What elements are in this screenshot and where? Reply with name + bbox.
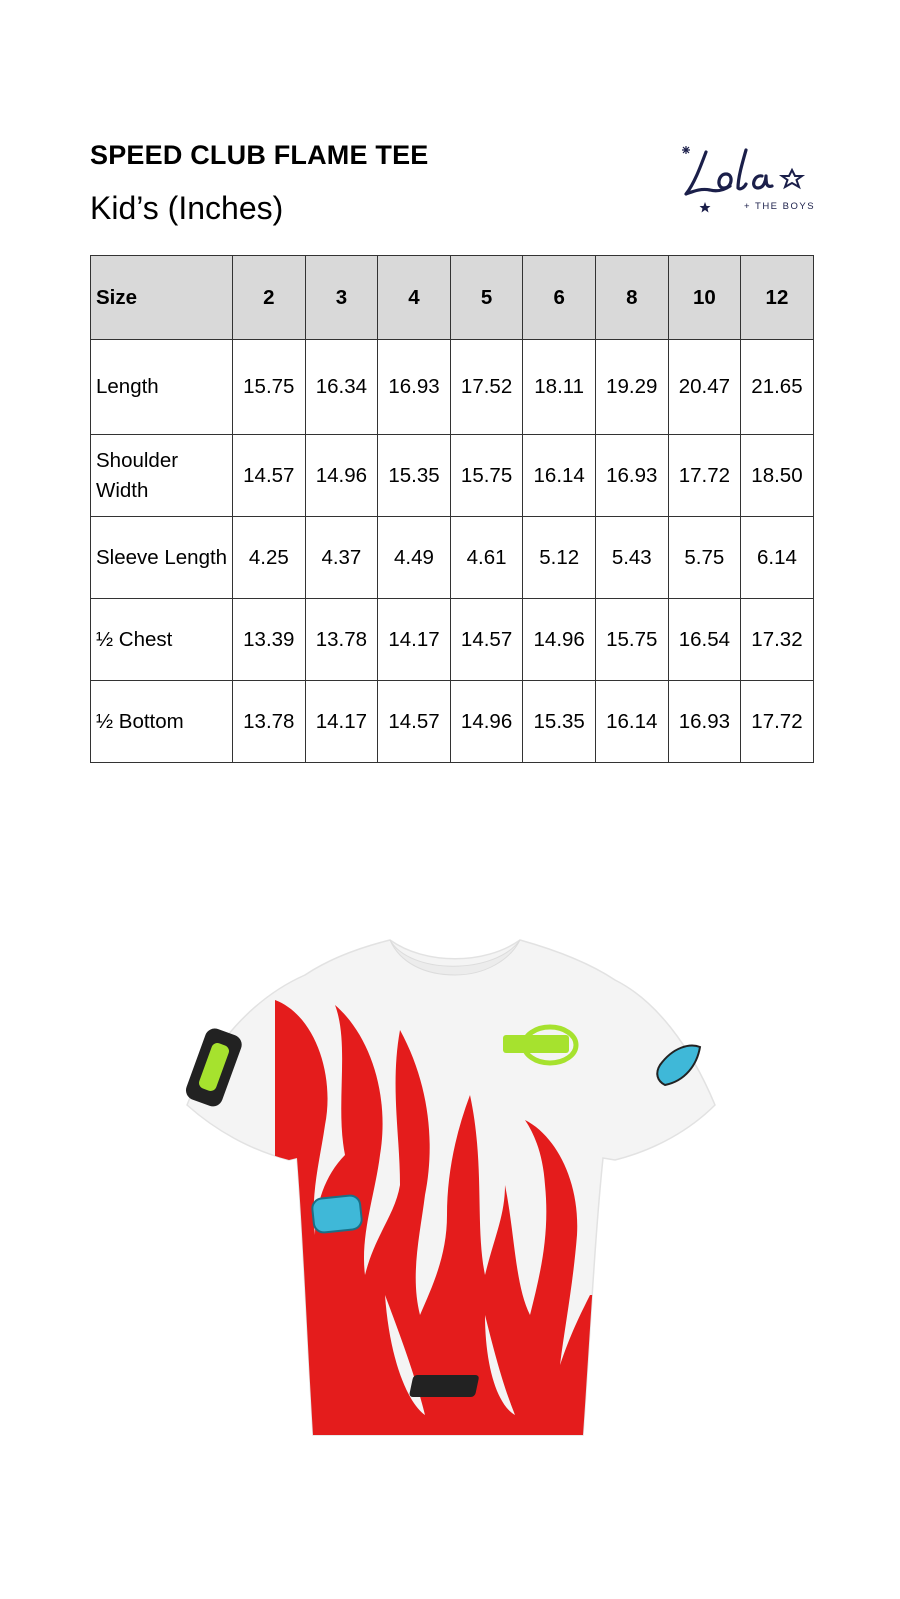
size-col-header: 8 xyxy=(595,256,668,340)
row-label: ½ Chest xyxy=(91,599,233,681)
table-cell: 13.78 xyxy=(233,681,306,763)
table-cell: 17.52 xyxy=(450,340,523,435)
product-title: SPEED CLUB FLAME TEE xyxy=(90,140,429,170)
table-row xyxy=(91,435,814,517)
table-cell: 16.34 xyxy=(305,340,378,435)
table-cell: 14.57 xyxy=(233,435,306,517)
number-patch xyxy=(311,1195,362,1234)
table-row xyxy=(91,681,814,763)
table-cell: 17.72 xyxy=(668,435,741,517)
size-col-header: 3 xyxy=(305,256,378,340)
size-col-header: 12 xyxy=(741,256,814,340)
table-cell: 17.32 xyxy=(741,599,814,681)
size-col-header: 5 xyxy=(450,256,523,340)
table-cell: 6.14 xyxy=(741,517,814,599)
row-label: Length xyxy=(91,340,233,435)
table-cell: 16.14 xyxy=(595,681,668,763)
table-cell: 15.35 xyxy=(378,435,451,517)
row-label: Sleeve Length xyxy=(91,517,233,599)
table-cell: 16.93 xyxy=(378,340,451,435)
table-cell: 13.78 xyxy=(305,599,378,681)
size-col-header: 2 xyxy=(233,256,306,340)
table-cell: 16.93 xyxy=(668,681,741,763)
size-header-label: Size xyxy=(91,256,233,340)
brand-logo xyxy=(678,140,818,230)
table-cell: 13.39 xyxy=(233,599,306,681)
table-cell: 4.37 xyxy=(305,517,378,599)
table-cell: 14.57 xyxy=(450,599,523,681)
size-header-row xyxy=(91,256,814,340)
table-row xyxy=(91,599,814,681)
table-cell: 14.96 xyxy=(450,681,523,763)
table-cell: 16.93 xyxy=(595,435,668,517)
table-cell: 5.75 xyxy=(668,517,741,599)
table-cell: 5.12 xyxy=(523,517,596,599)
table-cell: 4.61 xyxy=(450,517,523,599)
chart-subtitle: Kid’s (Inches) xyxy=(90,190,284,226)
table-cell: 14.57 xyxy=(378,681,451,763)
table-cell: 18.50 xyxy=(741,435,814,517)
table-cell: 14.17 xyxy=(378,599,451,681)
table-row xyxy=(91,517,814,599)
row-label: ½ Bottom xyxy=(91,681,233,763)
table-cell: 16.54 xyxy=(668,599,741,681)
table-cell: 15.75 xyxy=(450,435,523,517)
table-cell: 21.65 xyxy=(741,340,814,435)
table-cell: 14.96 xyxy=(523,599,596,681)
table-cell: 15.35 xyxy=(523,681,596,763)
table-cell: 19.29 xyxy=(595,340,668,435)
table-cell: 4.49 xyxy=(378,517,451,599)
table-cell: 14.96 xyxy=(305,435,378,517)
small-star-icon xyxy=(700,202,711,213)
product-image xyxy=(185,935,720,1445)
row-label: Shoulder Width xyxy=(91,435,233,517)
table-cell: 20.47 xyxy=(668,340,741,435)
size-col-header: 4 xyxy=(378,256,451,340)
table-cell: 4.25 xyxy=(233,517,306,599)
table-cell: 16.14 xyxy=(523,435,596,517)
table-cell: 15.75 xyxy=(595,599,668,681)
size-col-header: 6 xyxy=(523,256,596,340)
table-cell: 5.43 xyxy=(595,517,668,599)
table-cell: 18.11 xyxy=(523,340,596,435)
svg-text:+ THE BOYS: + THE BOYS xyxy=(744,201,816,212)
table-cell: 15.75 xyxy=(233,340,306,435)
size-col-header: 10 xyxy=(668,256,741,340)
table-cell: 17.72 xyxy=(741,681,814,763)
table-row xyxy=(91,340,814,435)
size-chart-table xyxy=(90,255,814,763)
table-cell: 14.17 xyxy=(305,681,378,763)
